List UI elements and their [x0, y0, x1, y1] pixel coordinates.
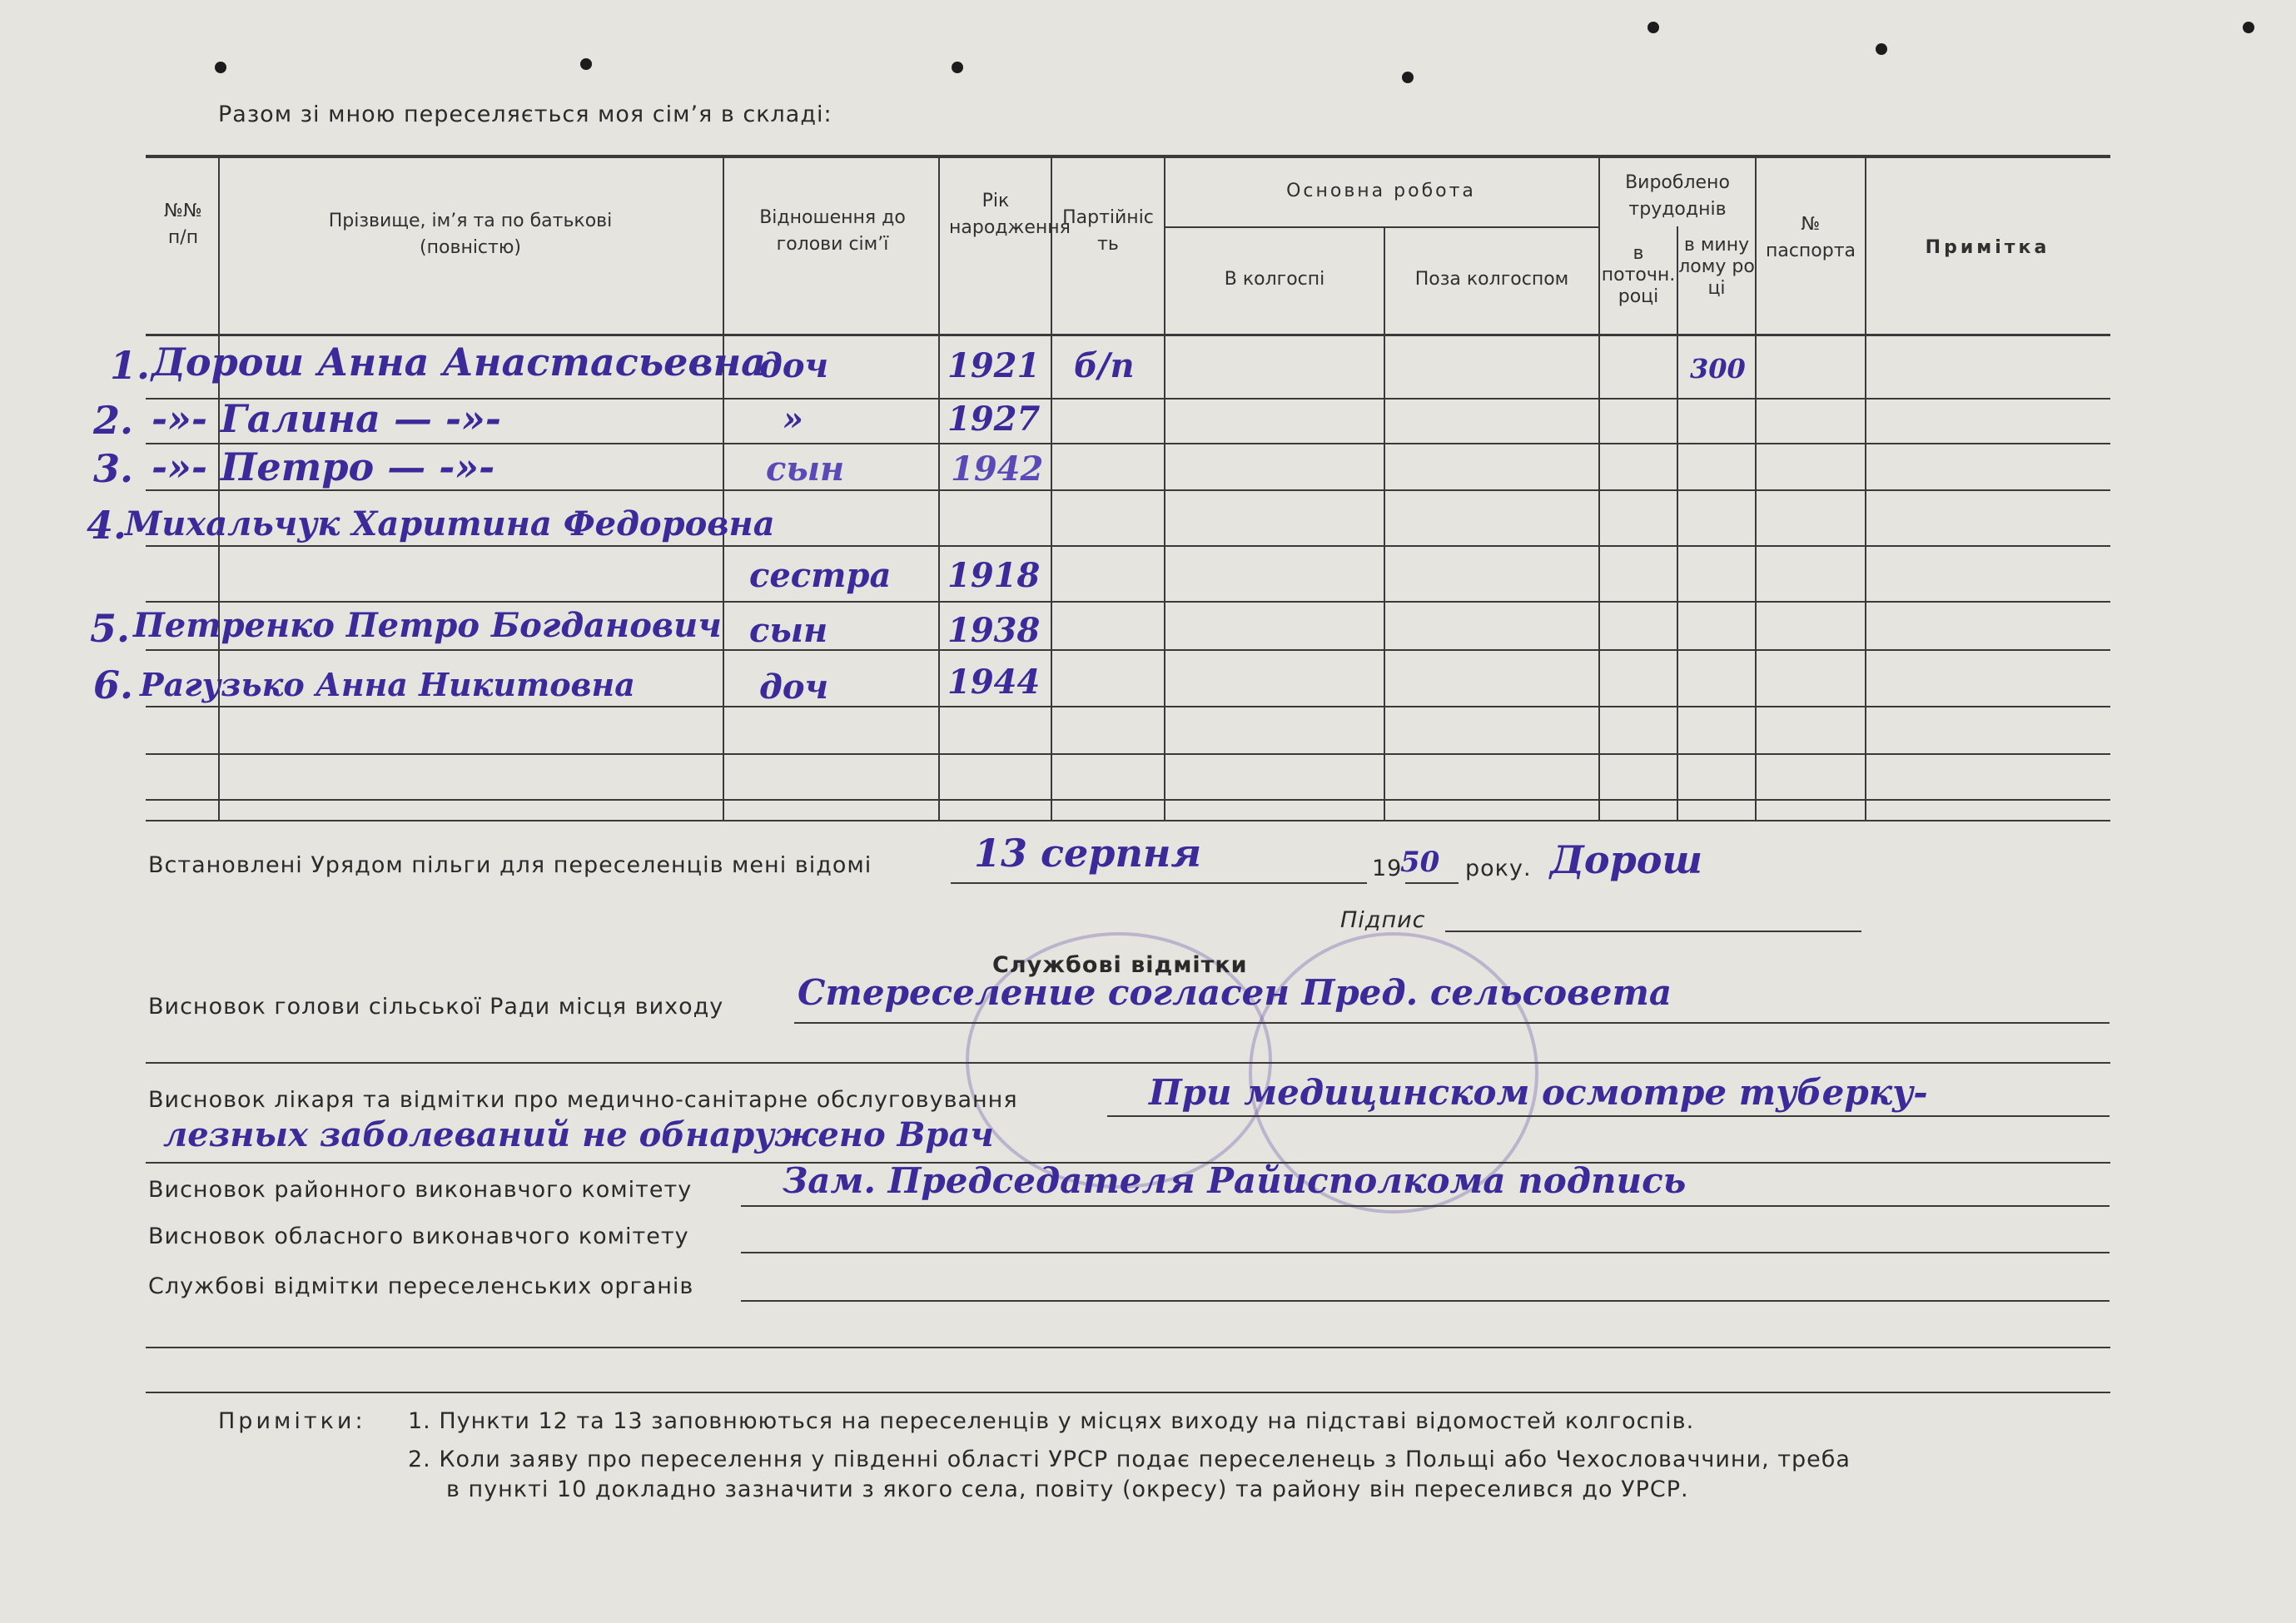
header-party: Партійність [1062, 207, 1154, 255]
header-work-group: Основна робота [1286, 181, 1476, 201]
note-item: 1. Пункти 12 та 13 заповнюються на переселенців у місцях виходу на підставі відомостей колгоспів. [408, 1408, 1695, 1434]
row-year: 1944 [947, 663, 1041, 702]
row-name: -»- Галина — -»- [152, 396, 501, 441]
row-year: 1942 [951, 449, 1044, 489]
row-relation: сын [766, 449, 845, 489]
notes-label: Примітки: [218, 1408, 366, 1434]
header-note: Примітка [1925, 237, 2050, 258]
row-num: 2. [93, 398, 134, 443]
field-value: Зам. Председателя Райисполкома подпись [783, 1160, 1687, 1201]
row-year: 1927 [947, 400, 1041, 439]
punch-hole [952, 62, 963, 73]
header-passport: № паспорта [1765, 214, 1856, 261]
field-label: Висновок голови сільської Ради місця виходу [148, 994, 724, 1020]
field-label: Висновок районного виконавчого комітету [148, 1177, 693, 1203]
punch-hole [1402, 72, 1414, 83]
row-relation: доч [759, 346, 829, 385]
row-name: -»- Петро — -»- [152, 444, 495, 489]
row-relation: доч [759, 668, 829, 707]
row-relation: » [783, 400, 803, 439]
field-label: Службові відмітки переселенських органів [148, 1273, 694, 1299]
benefits-label: Встановлені Урядом пільги для переселенців мені відомі [148, 852, 872, 878]
row-relation: сестра [749, 556, 892, 595]
official-title: Службові відмітки [992, 952, 1248, 978]
row-name: Дорош Анна Анастасьевна [152, 340, 766, 385]
benefits-year-prefix: 19 [1372, 856, 1403, 881]
row-num: 4. [87, 503, 127, 548]
signature-label: Підпис [1340, 907, 1426, 933]
punch-hole [1647, 22, 1659, 33]
header-work-outside: Поза колгоспом [1414, 269, 1569, 290]
punch-hole [1876, 43, 1887, 55]
benefits-date: 13 серпня [974, 831, 1202, 876]
header-num: №№ п/п [164, 201, 202, 248]
row-name: Петренко Петро Богданович [133, 606, 722, 645]
header-name: Прізвище, ім’я та по батькові (повністю) [328, 211, 613, 258]
header-labor-current: в поточн. році [1601, 243, 1676, 307]
row-num: 3. [93, 446, 134, 491]
punch-hole [2243, 22, 2254, 33]
header-relation: Відношення до голови сім’ї [759, 207, 906, 255]
row-num: 1. [110, 343, 151, 388]
row-labor-last: 300 [1690, 353, 1746, 385]
row-name: Михальчук Харитина Федоровна [125, 504, 775, 543]
row-num: 6. [93, 663, 134, 707]
field-value: Стереселение согласен Пред. сельсовета [798, 972, 1672, 1013]
benefits-year-suffix: року. [1465, 856, 1532, 881]
field-value: При медицинском осмотре туберку- [1149, 1072, 1928, 1113]
applicant-signature: Дорош [1550, 837, 1703, 882]
benefits-year: 50 [1400, 846, 1440, 879]
row-year: 1918 [947, 556, 1041, 595]
header-labor-last: в минулому році [1678, 235, 1755, 299]
field-label: Висновок обласного виконавчого комітету [148, 1223, 689, 1249]
header-labor-group: Вироблено трудоднів [1625, 172, 1730, 220]
row-num: 5. [90, 606, 131, 651]
row-year: 1921 [947, 346, 1041, 385]
field-value: лезных заболеваний не обнаружено Врач [163, 1115, 994, 1154]
row-party: б/п [1074, 346, 1135, 385]
header-year: Рік народження [949, 191, 1071, 238]
note-item: в пункті 10 докладно зазначити з якого села, повіту (окресу) та району він переселився до УРСР. [446, 1477, 1689, 1502]
note-item: 2. Коли заяву про переселення у південні області УРСР подає переселенець з Польщі або Чехословаччини, треба [408, 1447, 1851, 1472]
punch-hole [580, 58, 592, 70]
row-relation: сын [749, 611, 828, 650]
row-name: Рагузько Анна Никитовна [140, 666, 635, 703]
family-intro-text: Разом зі мною переселяється моя сім’я в складі: [218, 102, 832, 127]
field-label: Висновок лікаря та відмітки про медично-санітарне обслуговування [148, 1087, 1018, 1113]
punch-hole [215, 62, 226, 73]
header-work-kolhosp: В колгоспі [1224, 269, 1325, 290]
row-year: 1938 [947, 611, 1041, 650]
